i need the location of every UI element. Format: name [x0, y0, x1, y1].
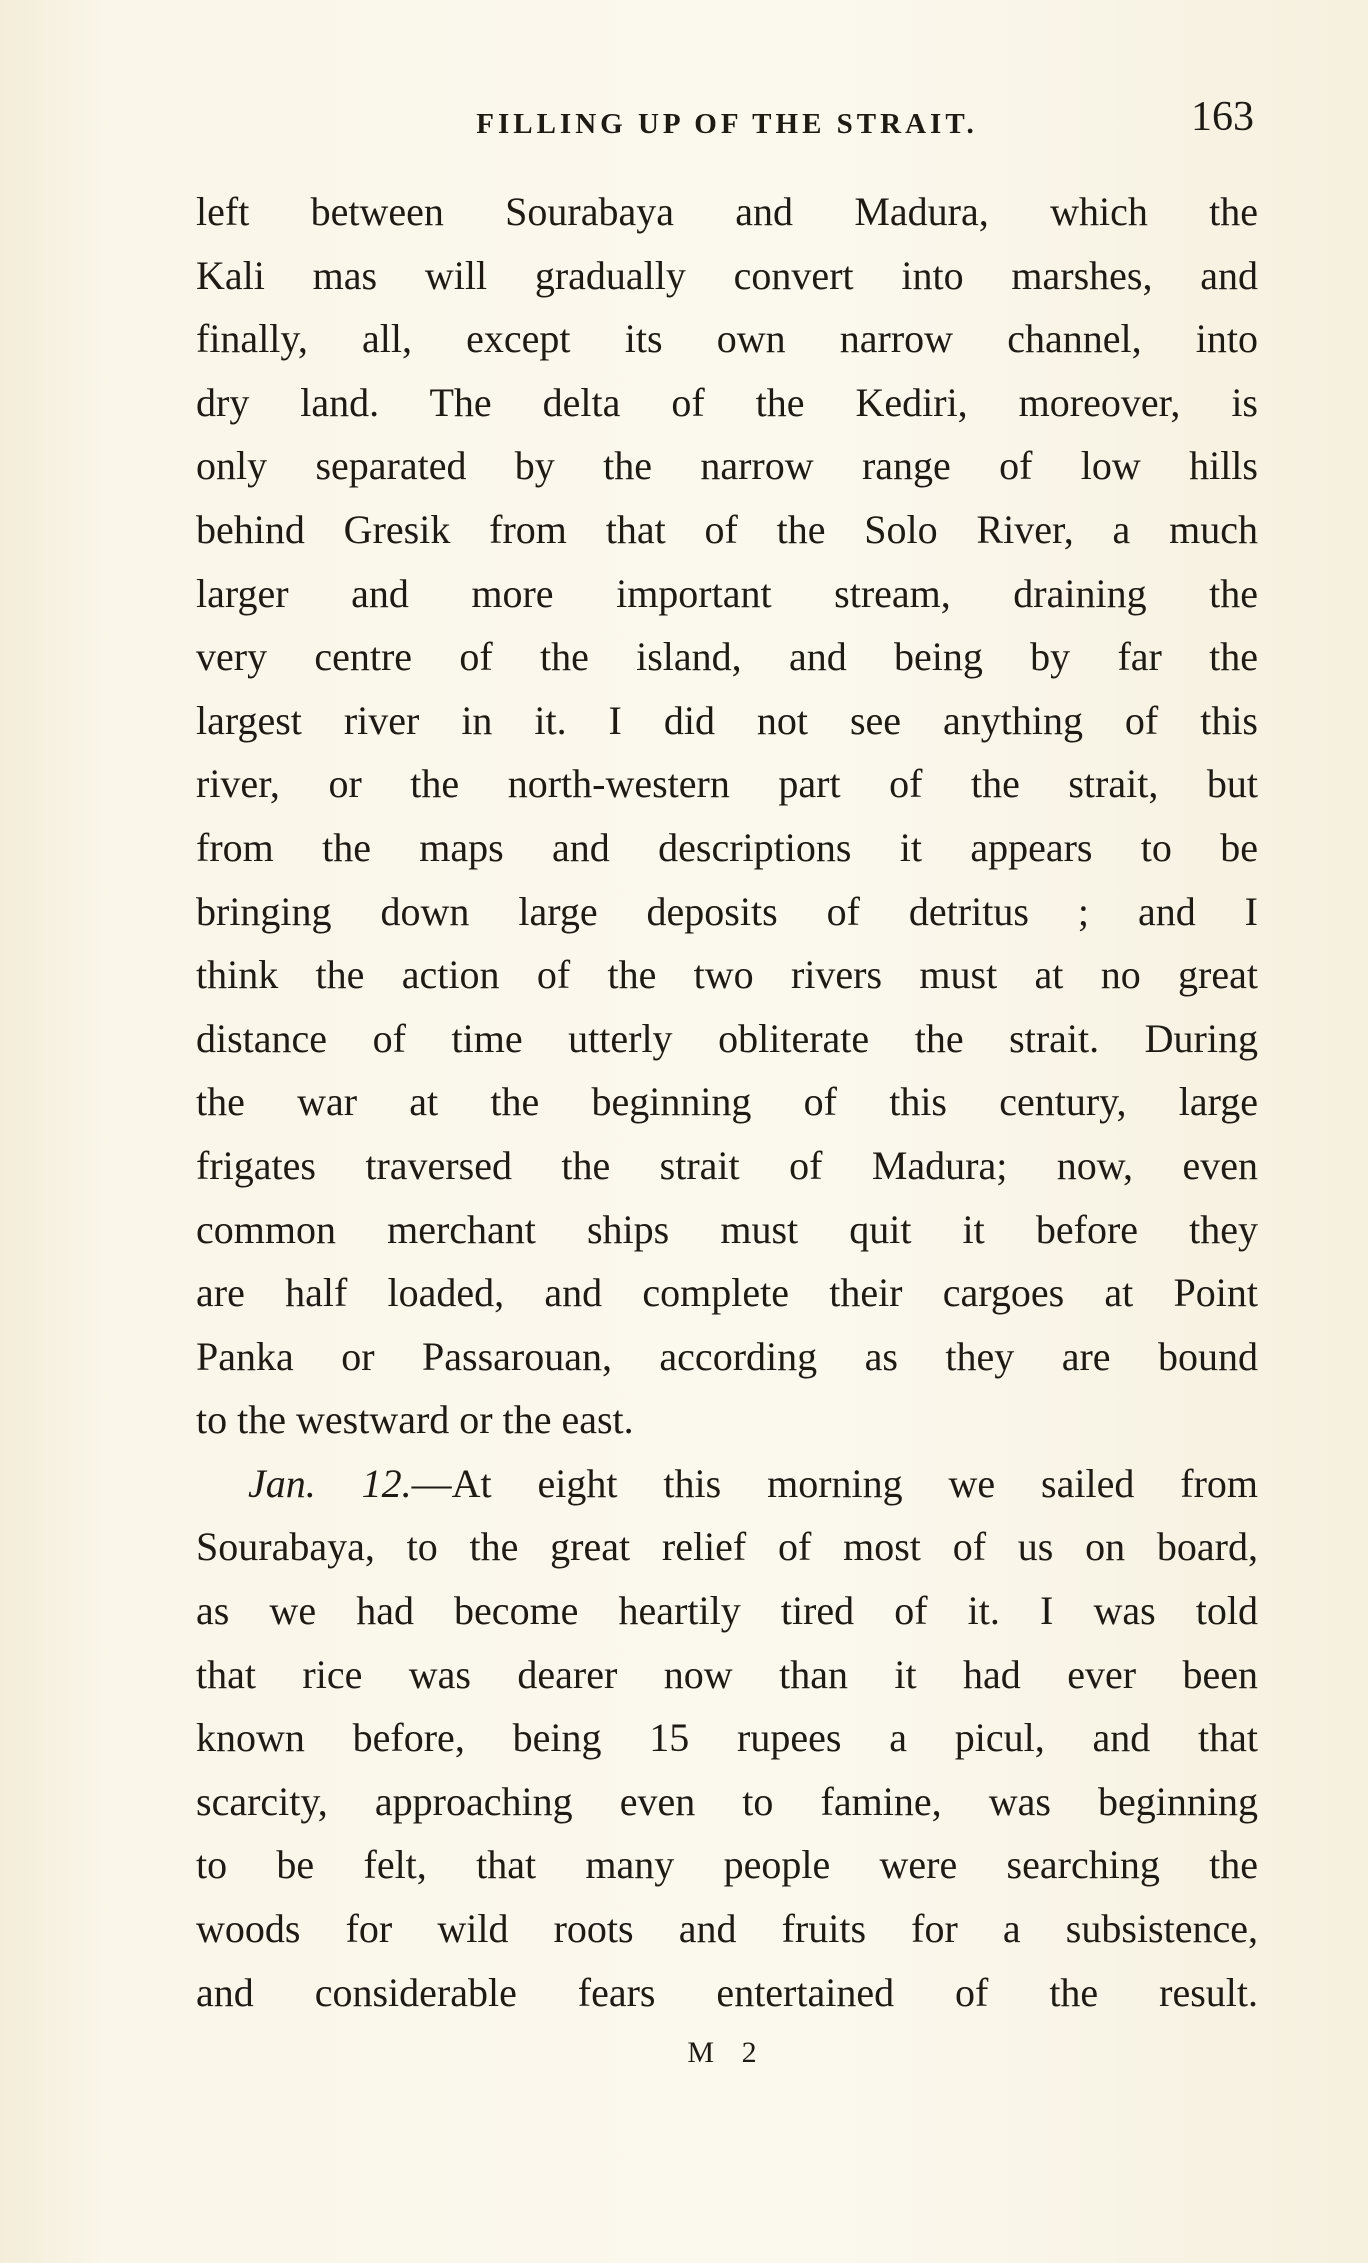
text-line: frigates traversed the strait of Madura; now, even [196, 1142, 1258, 1188]
text-line: known before, being 15 rupees a picul, and that [196, 1715, 1258, 1761]
text-line: largest river in it. I did not see anything of this [196, 697, 1258, 743]
date-lead: Jan. 12. [248, 1460, 412, 1506]
text-line: Kali mas will gradually convert into marshes, and [196, 252, 1258, 298]
text-line: river, or the north-western part of the strait, but [196, 761, 1258, 807]
text-line: finally, all, except its own narrow channel, into [196, 316, 1258, 362]
text-line: woods for wild roots and fruits for a subsistence, [196, 1906, 1258, 1952]
first-line-text: —At eight this morning we sailed from [411, 1460, 1258, 1506]
text-line: that rice was dearer now than it had ever been [196, 1651, 1258, 1697]
text-line: the war at the beginning of this century, large [196, 1079, 1258, 1125]
text-line: only separated by the narrow range of low hills [196, 443, 1258, 489]
text-line: as we had become heartily tired of it. I was told [196, 1588, 1258, 1634]
text-line: very centre of the island, and being by far the [196, 634, 1258, 680]
text-line: to be felt, that many people were searching the [196, 1842, 1258, 1888]
text-line: scarcity, approaching even to famine, was beginning [196, 1778, 1258, 1824]
text-line: left between Sourabaya and Madura, which the [196, 189, 1258, 234]
text-line: and considerable fears entertained of the result. [196, 1969, 1258, 2015]
text-line: are half loaded, and complete their cargoes at Point [196, 1270, 1258, 1316]
running-head: FILLING UP OF THE STRAIT. [476, 108, 978, 140]
text-line: bringing down large deposits of detritus ; and I [196, 888, 1258, 934]
text-line: dry land. The delta of the Kediri, moreover, is [196, 379, 1258, 425]
text-line: distance of time utterly obliterate the strait. During [196, 1015, 1258, 1061]
text-line: Sourabaya, to the great relief of most of us on board, [196, 1524, 1258, 1570]
text-line: larger and more important stream, draining the [196, 570, 1258, 616]
text-line: Panka or Passarouan, according as they are bound [196, 1333, 1258, 1379]
page-header [196, 96, 1258, 152]
text-line: from the maps and descriptions it appears to be [196, 824, 1258, 870]
text-line: to the westward or the east. [196, 1397, 634, 1443]
text-line: behind Gresik from that of the Solo River, a much [196, 506, 1258, 552]
paragraph-first-line [196, 1452, 1258, 1516]
page-number: 163 [1191, 94, 1254, 140]
signature-mark: M 2 [687, 2036, 767, 2069]
text-line: common merchant ships must quit it before they [196, 1206, 1258, 1252]
body-text [196, 180, 1258, 2024]
text-line: think the action of the two rivers must at no great [196, 952, 1258, 998]
